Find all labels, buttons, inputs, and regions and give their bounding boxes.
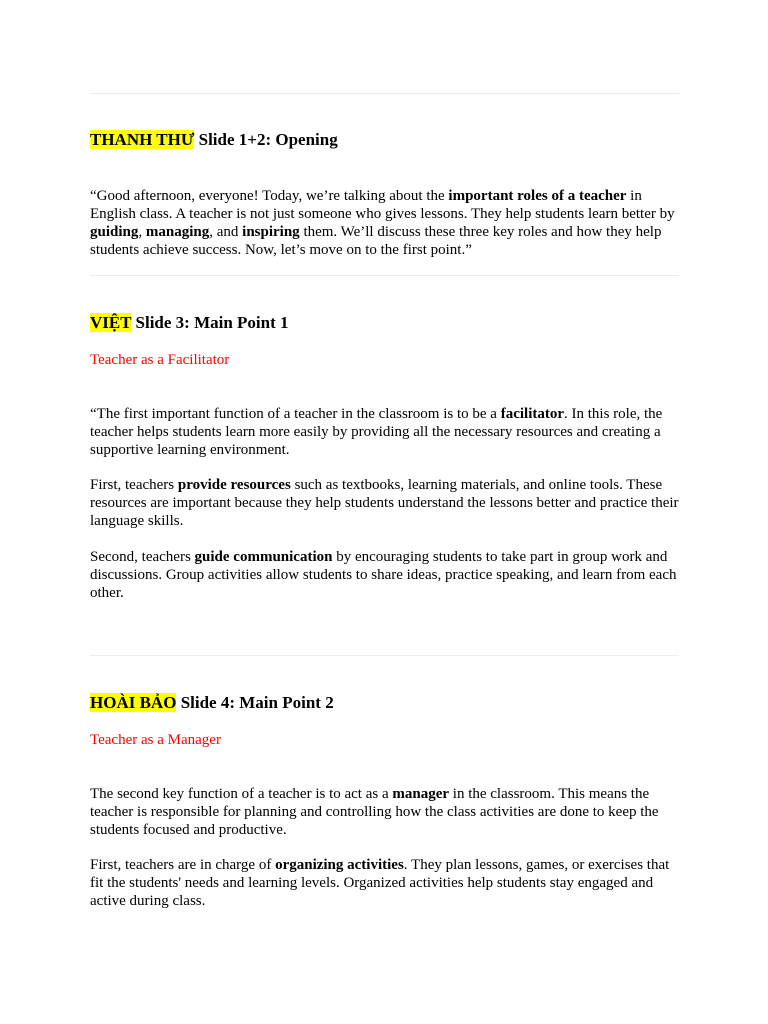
text-run: First, teachers are in charge of xyxy=(90,857,276,873)
text-run: “The first important function of a teacher in the classroom is to be a xyxy=(90,406,501,422)
paragraph xyxy=(90,548,679,602)
text-run: . In this role, the teacher helps students learn more easily by providing all the necessary resources and creating a supportive learning environment. xyxy=(90,406,663,458)
slide-title: Slide 3: Main Point 1 xyxy=(131,313,289,332)
section-heading-main-point-2 xyxy=(90,693,334,713)
paragraph xyxy=(90,856,679,910)
section-subtitle: Teacher as a Manager xyxy=(90,732,221,748)
text-run: , xyxy=(138,224,146,240)
emphasis-text: provide resources xyxy=(177,477,291,493)
paragraph xyxy=(90,405,679,459)
emphasis-text: manager xyxy=(392,786,450,802)
emphasis-text: organizing activities xyxy=(275,857,404,873)
paragraph xyxy=(90,476,679,530)
emphasis-text: inspiring xyxy=(242,224,300,240)
presenter-name: HOÀI BẢO xyxy=(90,693,177,712)
emphasis-text: important roles of a teacher xyxy=(448,188,627,204)
text-run: First, teachers xyxy=(90,477,178,493)
slide-title: Slide 4: Main Point 2 xyxy=(176,693,334,712)
divider xyxy=(90,93,679,94)
text-run: them. We’ll discuss these three key roles and how they help students achieve success. Now, let’s move on to the first point.” xyxy=(90,224,662,258)
paragraph xyxy=(90,187,679,259)
section-subtitle: Teacher as a Facilitator xyxy=(90,352,230,368)
text-run: in the classroom. This means the teacher is responsible for planning and controlling how the class activities are done to keep the students focused and productive. xyxy=(90,786,659,838)
slide-title: Slide 1+2: Opening xyxy=(194,130,338,149)
paragraph xyxy=(90,785,679,839)
emphasis-text: guide communication xyxy=(194,549,333,565)
divider xyxy=(90,655,679,656)
emphasis-text: facilitator xyxy=(500,406,565,422)
text-run: in English class. A teacher is not just someone who gives lessons. They help students learn better by xyxy=(90,188,675,222)
presenter-name: THANH THƯ xyxy=(90,130,195,149)
divider xyxy=(90,275,679,276)
text-run: The second key function of a teacher is to act as a xyxy=(90,786,393,802)
text-run: , and xyxy=(209,224,243,240)
emphasis-text: managing xyxy=(145,224,210,240)
text-run: “Good afternoon, everyone! Today, we’re talking about the xyxy=(90,188,449,204)
text-run: such as textbooks, learning materials, and online tools. These resources are important because they help students understand the lessons better and practice their language skills. xyxy=(90,477,679,529)
text-run: . They plan lessons, games, or exercises that fit the students' needs and learning levels. Organized activities help students stay engaged and active during class. xyxy=(90,857,670,909)
text-run: Second, teachers xyxy=(90,549,195,565)
section-heading-main-point-1 xyxy=(90,313,289,333)
presenter-name: VIỆT xyxy=(90,313,132,332)
text-run: by encouraging students to take part in group work and discussions. Group activities allow students to share ideas, practice speaking, and learn from each other. xyxy=(90,549,677,601)
emphasis-text: guiding xyxy=(90,224,139,240)
section-heading-opening xyxy=(90,130,338,150)
